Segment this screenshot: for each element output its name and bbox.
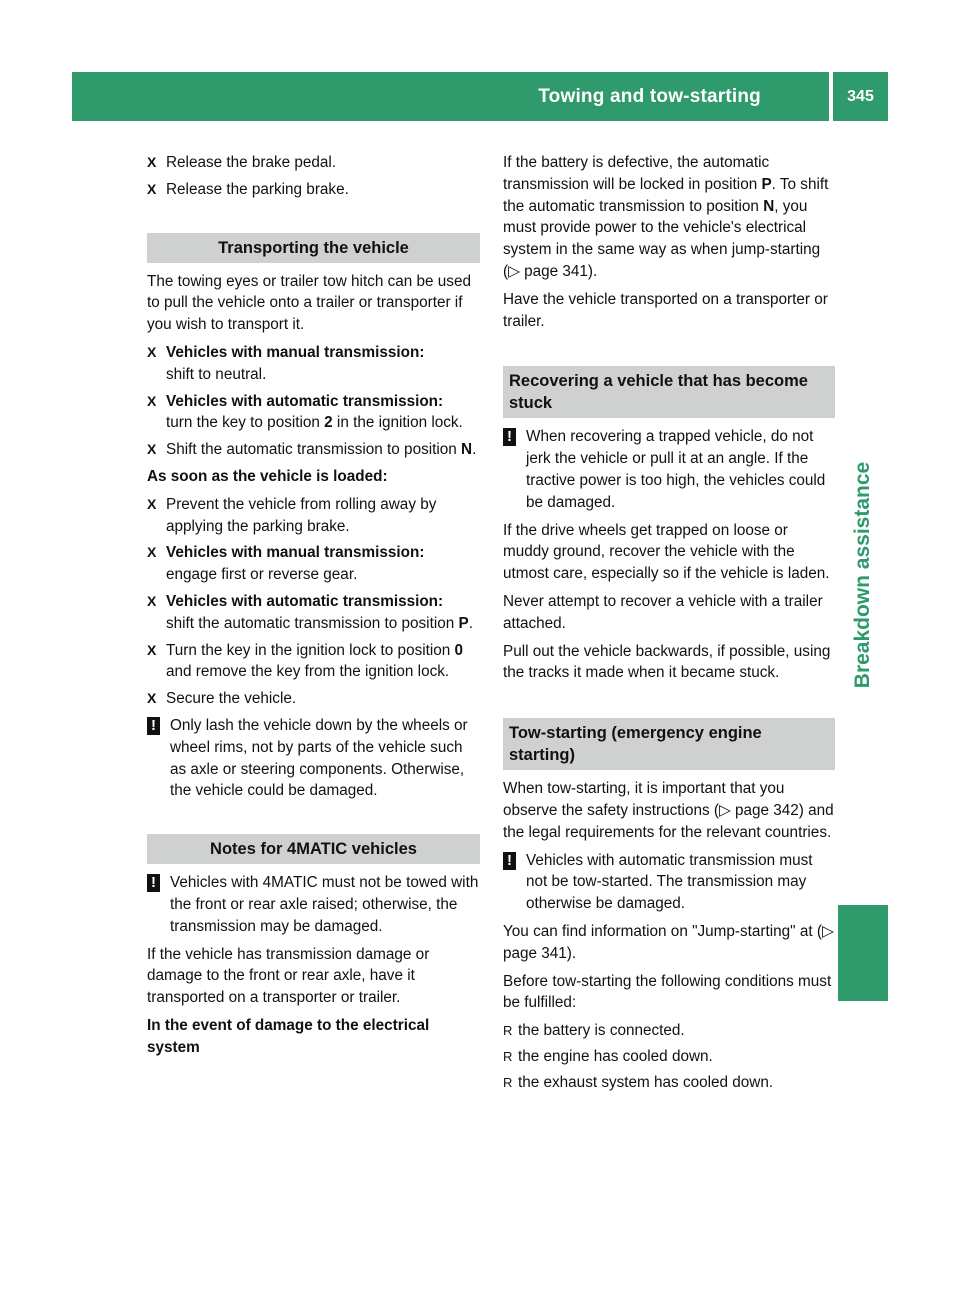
paragraph: The towing eyes or trailer tow hitch can be used to pull the vehicle onto a trailer or transporter if you wish to transport it. bbox=[147, 272, 471, 334]
warning-note bbox=[147, 872, 480, 937]
step-text: and remove the key from the ignition lock. bbox=[166, 663, 450, 681]
step-label: Vehicles with automatic transmission: bbox=[166, 592, 444, 610]
section-tab-label: Breakdown assistance bbox=[851, 461, 874, 689]
key-position: 2 bbox=[324, 414, 333, 432]
gear-position: P bbox=[458, 614, 469, 632]
step-text: in the ignition lock. bbox=[332, 414, 463, 432]
step-item: X Release the parking brake. bbox=[147, 179, 480, 201]
warning-note bbox=[503, 850, 835, 915]
page-number-box bbox=[833, 72, 888, 121]
right-column bbox=[503, 152, 835, 1098]
step-text: shift to neutral. bbox=[166, 365, 267, 383]
section-heading: Transporting the vehicle bbox=[147, 233, 480, 263]
paragraph-text: If the battery is defective, the automatic transmission will be locked in position bbox=[503, 154, 770, 193]
paragraph: Never attempt to recover a vehicle with a trailer attached. bbox=[503, 592, 823, 632]
warning-text: Vehicles with 4MATIC must not be towed with the front or rear axle raised; otherwise, the transmission may be damaged. bbox=[170, 874, 479, 935]
paragraph: Before tow-starting the following conditions must be fulfilled: bbox=[503, 972, 832, 1012]
paragraph: If the vehicle has transmission damage or damage to the front or rear axle, have it transported on a transporter or trailer. bbox=[147, 945, 430, 1007]
step-text: . bbox=[468, 614, 473, 632]
section-heading: Notes for 4MATIC vehicles bbox=[147, 834, 480, 864]
warning-icon: ! bbox=[147, 717, 160, 735]
paragraph: Pull out the vehicle backwards, if possible, using the tracks it made when it became stuck. bbox=[503, 642, 831, 682]
warning-icon: ! bbox=[503, 428, 516, 446]
list-item: R the exhaust system has cooled down. bbox=[503, 1072, 835, 1094]
step-item: X Prevent the vehicle from rolling away by applying the parking brake. bbox=[147, 494, 480, 538]
warning-icon: ! bbox=[503, 852, 516, 870]
subheading: As soon as the vehicle is loaded: bbox=[147, 467, 388, 485]
step-text: Turn the key in the ignition lock to position bbox=[166, 641, 455, 659]
step-item bbox=[147, 591, 480, 635]
gear-position: N bbox=[461, 441, 473, 459]
step-item bbox=[147, 391, 480, 435]
warning-note bbox=[147, 715, 480, 802]
step-item: X Secure the vehicle. bbox=[147, 688, 480, 710]
key-position: 0 bbox=[454, 641, 464, 659]
step-item bbox=[147, 342, 480, 386]
page-number: 345 bbox=[847, 88, 874, 105]
left-column bbox=[147, 152, 480, 1065]
section-tab bbox=[838, 400, 888, 750]
step-label: Vehicles with manual transmission: bbox=[166, 343, 425, 361]
list-item: R the engine has cooled down. bbox=[503, 1046, 835, 1068]
section-heading: Tow-starting (emergency engine starting) bbox=[503, 718, 835, 770]
paragraph: When tow-starting, it is important that you observe the safety instructions (▷ page 342) and the legal requirements for the relevant countries. bbox=[503, 780, 834, 841]
warning-icon: ! bbox=[147, 874, 160, 892]
subheading: In the event of damage to the electrical system bbox=[147, 1016, 430, 1056]
step-label: Vehicles with automatic transmission: bbox=[166, 392, 444, 410]
warning-note bbox=[503, 426, 835, 513]
step-item: X Release the brake pedal. bbox=[147, 152, 480, 174]
step-label: Vehicles with manual transmission: bbox=[166, 544, 425, 562]
step-text: shift the automatic transmission to position bbox=[166, 614, 459, 632]
gear-position: P bbox=[761, 175, 772, 193]
step-text: Shift the automatic transmission to position bbox=[166, 441, 462, 459]
paragraph: You can find information on "Jump-starting" at (▷ page 341). bbox=[503, 922, 834, 962]
step-text: turn the key to position bbox=[166, 414, 325, 432]
chapter-title: Towing and tow-starting bbox=[538, 86, 761, 107]
paragraph: Have the vehicle transported on a transporter or trailer. bbox=[503, 290, 828, 330]
warning-text: When recovering a trapped vehicle, do not jerk the vehicle or pull it at an angle. If the tractive power is too high, the vehicles could be damaged. bbox=[526, 428, 826, 511]
paragraph: If the drive wheels get trapped on loose or muddy ground, recover the vehicle with the utmost care, especially so if the vehicle is laden. bbox=[503, 521, 830, 583]
section-heading: Recovering a vehicle that has become stuck bbox=[503, 366, 835, 418]
step-text: engage first or reverse gear. bbox=[166, 566, 358, 584]
step-item bbox=[147, 542, 480, 586]
paragraph-text: , you must provide power to the vehicle's electrical system in the same way as when jump-starting (▷ page 341). bbox=[503, 197, 821, 280]
step-item bbox=[147, 439, 480, 461]
header-bar bbox=[72, 72, 829, 121]
paragraph-text: . To shift the automatic transmission to position bbox=[503, 175, 829, 215]
paragraph bbox=[503, 152, 835, 283]
gear-position: N bbox=[763, 197, 775, 215]
warning-text: Only lash the vehicle down by the wheels or wheel rims, not by parts of the vehicle such as axle or steering components. Otherwise, the vehicle could be damaged. bbox=[170, 716, 468, 800]
warning-text: Vehicles with automatic transmission must not be tow-started. The transmission may otherwise be damaged. bbox=[526, 851, 813, 913]
list-item: R the battery is connected. bbox=[503, 1020, 835, 1042]
section-marker-block bbox=[838, 905, 888, 1001]
step-text: . bbox=[472, 441, 477, 459]
step-item bbox=[147, 640, 480, 684]
page-header bbox=[72, 72, 888, 121]
